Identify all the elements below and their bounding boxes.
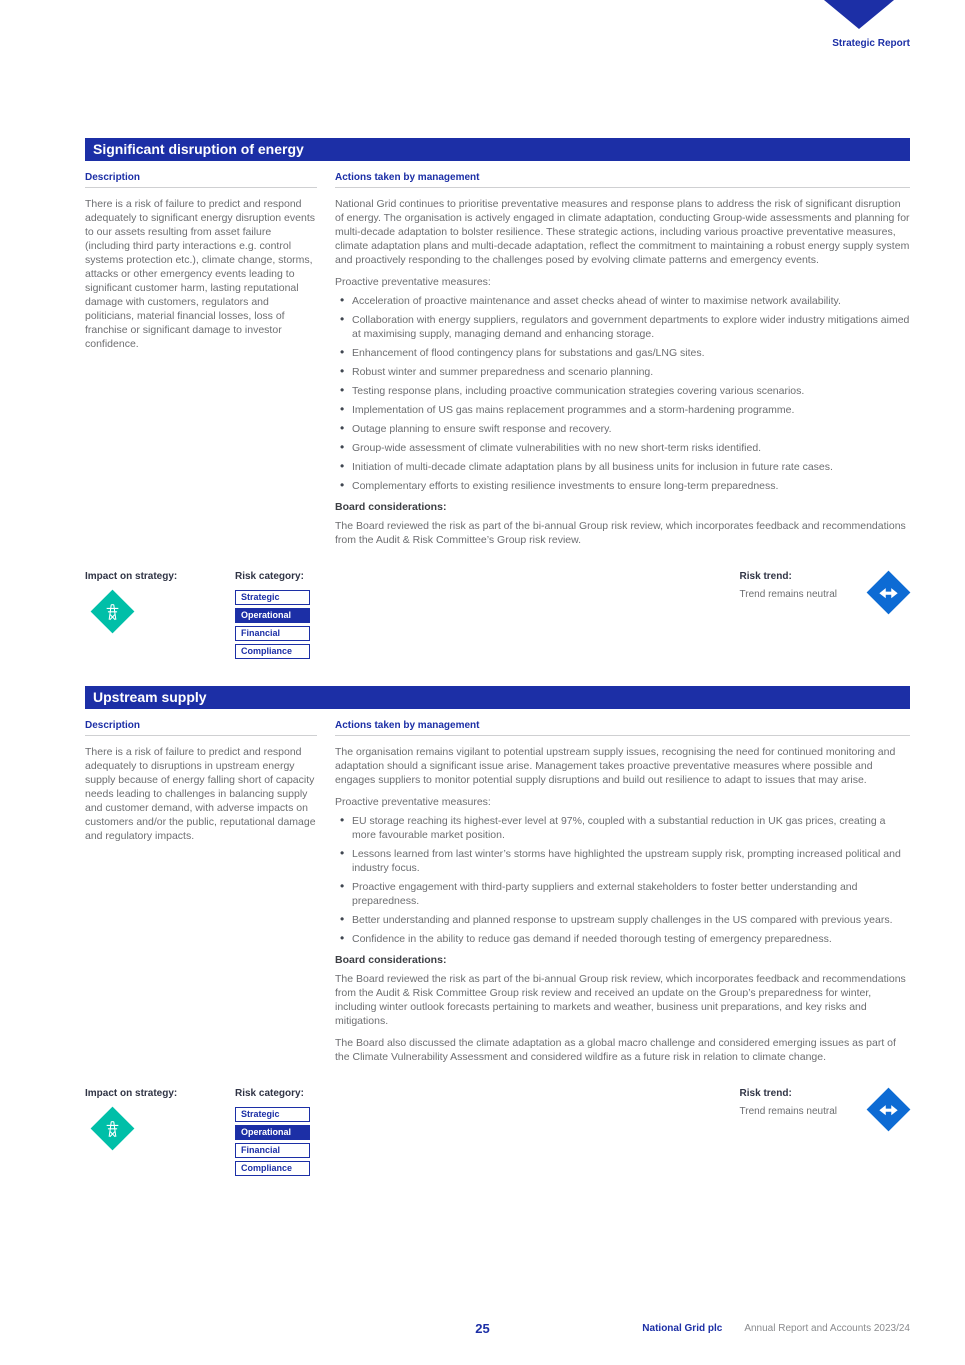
risk-title-bar: Significant disruption of energy bbox=[85, 138, 910, 161]
bullet-item: • Proactive engagement with third-party suppliers and external stakeholders to foster better understanding and preparedness. bbox=[340, 880, 910, 908]
transmission-tower-icon bbox=[103, 602, 123, 622]
bullet-item: • Testing response plans, including proactive communication strategies covering various scenarios. bbox=[340, 384, 910, 398]
board-considerations-heading: Board considerations: bbox=[335, 501, 447, 513]
strategic-report-marker bbox=[770, 0, 910, 49]
risk-trend-label: Risk trend: bbox=[739, 1088, 792, 1099]
page-number: 25 bbox=[475, 1321, 490, 1336]
category-box-financial: Financial bbox=[235, 626, 310, 641]
bullet-item: • Collaboration with energy suppliers, regulators and government departments to explore wider industry mitigations aimed at maximising supply, managing demand and enhancing storage. bbox=[340, 313, 910, 341]
risk-section-upstream-supply bbox=[85, 686, 910, 1179]
risk-category-label: Risk category: bbox=[235, 1088, 304, 1099]
risk-trend bbox=[740, 1088, 910, 1125]
risk-category bbox=[235, 1088, 445, 1179]
left-right-arrow-icon bbox=[878, 582, 900, 604]
actions-intro: National Grid continues to prioritise preventative measures and response plans to address the risk of significant disruption of energy. The organisation is actively engaged in climate adaptation, conducting Group-wide assessments and planning for multi-decade adaptation to bolster resilience. These strategic actions, including various proactive preventative measures, climate adaptation plans and multi-decade adaptation, reflect the commitment to maintaining a robust energy supply system and proactively responding to the challenges posed by evolving climate patterns and emergency events. bbox=[335, 198, 910, 266]
proactive-measures-heading: Proactive preventative measures: bbox=[335, 276, 491, 288]
category-box-strategic: Strategic bbox=[235, 1107, 310, 1122]
proactive-measures-heading: Proactive preventative measures: bbox=[335, 796, 491, 808]
actions-intro: The organisation remains vigilant to potential upstream supply issues, recognising the need for continued monitoring and adaptation should a significant issue arise. Management takes proactive preventative measures where possible and engages suppliers to monitor potential supply disruptions and build out resilience to adapt to issues that may arise. bbox=[335, 746, 896, 786]
risk-category-label: Risk category: bbox=[235, 571, 304, 582]
board-text: The Board also discussed the climate adaptation as a global macro challenge and considered emerging issues as part of the Climate Vulnerability Assessment and considered wildfire as a future risk in relation to climate change. bbox=[335, 1037, 896, 1063]
board-text: The Board reviewed the risk as part of the bi-annual Group risk review, which incorporates feedback and recommendations from the Audit & Risk Committee’s Group risk review. bbox=[335, 520, 906, 546]
risk-meta-row bbox=[85, 1088, 910, 1179]
impact-on-strategy bbox=[85, 571, 235, 627]
bullet-item: • Confidence in the ability to reduce gas demand if needed thorough testing of emergency preparedness. bbox=[340, 932, 910, 946]
impact-on-strategy-label: Impact on strategy: bbox=[85, 1088, 178, 1099]
board-text: The Board reviewed the risk as part of the bi-annual Group risk review, which incorporates feedback and recommendations from the Audit & Risk Committee Group risk review and received an update on the Group’s preparedness for winter, including winter outlook forecasts pertaining to markets and weather, business unit preparations, and key risks and mitigations. bbox=[335, 973, 906, 1027]
category-box-strategic: Strategic bbox=[235, 590, 310, 605]
board-considerations-heading: Board considerations: bbox=[335, 954, 447, 966]
bullet-item: • Robust winter and summer preparedness and scenario planning. bbox=[340, 365, 910, 379]
bullet-item: • Complementary efforts to existing resilience investments to ensure long-term preparedness. bbox=[340, 479, 910, 493]
bullet-item: • Initiation of multi-decade climate adaptation plans by all business units for inclusion in future rate cases. bbox=[340, 460, 910, 474]
description-column bbox=[85, 172, 317, 555]
footer-report-title: Annual Report and Accounts 2023/24 bbox=[744, 1323, 910, 1334]
risk-trend bbox=[740, 571, 910, 608]
category-box-financial: Financial bbox=[235, 1143, 310, 1158]
risk-trend-label: Risk trend: bbox=[739, 571, 792, 582]
category-box-compliance: Compliance bbox=[235, 644, 310, 659]
description-text: There is a risk of failure to predict and respond adequately to significant energy disruption events to our assets resulting from asset failure (including third party interactions e.g. control systems protection etc.), climate change, storms, attacks or other emergency events leading to significant customer harm, lasting reputational damage with customers, regulators and politicians, material financial losses, loss of franchise or significant damage to investor confidence. bbox=[85, 198, 315, 350]
risk-category bbox=[235, 571, 445, 662]
description-heading: Description bbox=[85, 720, 317, 736]
trend-diamond bbox=[867, 571, 911, 615]
risk-title-bar: Upstream supply bbox=[85, 686, 910, 709]
section-label: Strategic Report bbox=[832, 38, 910, 49]
footer-company: National Grid plc bbox=[642, 1323, 723, 1334]
bullet-list bbox=[340, 814, 910, 946]
actions-column bbox=[335, 720, 910, 1072]
trend-diamond bbox=[867, 1088, 911, 1132]
page-footer bbox=[0, 1321, 965, 1337]
description-heading: Description bbox=[85, 172, 317, 188]
category-box-operational: Operational bbox=[235, 1125, 310, 1140]
risk-meta-row bbox=[85, 571, 910, 662]
risk-trend-text: Trend remains neutral bbox=[739, 1106, 837, 1117]
impact-diamond bbox=[91, 1107, 135, 1151]
category-box-operational: Operational bbox=[235, 608, 310, 623]
bullet-item: • Acceleration of proactive maintenance and asset checks ahead of winter to maximise network availability. bbox=[340, 294, 910, 308]
actions-column bbox=[335, 172, 910, 555]
bullet-item: • Outage planning to ensure swift response and recovery. bbox=[340, 422, 910, 436]
description-column bbox=[85, 720, 317, 1072]
category-box-compliance: Compliance bbox=[235, 1161, 310, 1176]
bullet-item: • Lessons learned from last winter’s storms have highlighted the upstream supply risk, prompting increased political and industry focus. bbox=[340, 847, 910, 875]
actions-heading: Actions taken by management bbox=[335, 720, 910, 736]
risk-section-energy-disruption bbox=[85, 138, 910, 662]
left-right-arrow-icon bbox=[878, 1099, 900, 1121]
bullet-item: • Implementation of US gas mains replacement programmes and a storm-hardening programme. bbox=[340, 403, 910, 417]
actions-heading: Actions taken by management bbox=[335, 172, 910, 188]
impact-on-strategy-label: Impact on strategy: bbox=[85, 571, 178, 582]
bullet-list bbox=[340, 294, 910, 493]
bullet-item: • Group-wide assessment of climate vulnerabilities with no new short-term risks identified. bbox=[340, 441, 910, 455]
bullet-item: • EU storage reaching its highest-ever level at 97%, coupled with a substantial reduction in UK gas prices, creating a more favourable market position. bbox=[340, 814, 910, 842]
impact-diamond bbox=[91, 590, 135, 634]
down-triangle-icon bbox=[824, 0, 894, 29]
bullet-item: • Better understanding and planned response to upstream supply challenges in the US compared with previous years. bbox=[340, 913, 910, 927]
risk-trend-text: Trend remains neutral bbox=[739, 589, 837, 600]
impact-on-strategy bbox=[85, 1088, 235, 1144]
description-text: There is a risk of failure to predict and respond adequately to disruptions in upstream energy supply because of energy falling short of capacity needs leading to challenges in balancing supply and customer demand, with adverse impacts on customers and/or the public, reputational damage and regulatory impacts. bbox=[85, 746, 316, 842]
bullet-item: • Enhancement of flood contingency plans for substations and gas/LNG sites. bbox=[340, 346, 910, 360]
transmission-tower-icon bbox=[103, 1119, 123, 1139]
